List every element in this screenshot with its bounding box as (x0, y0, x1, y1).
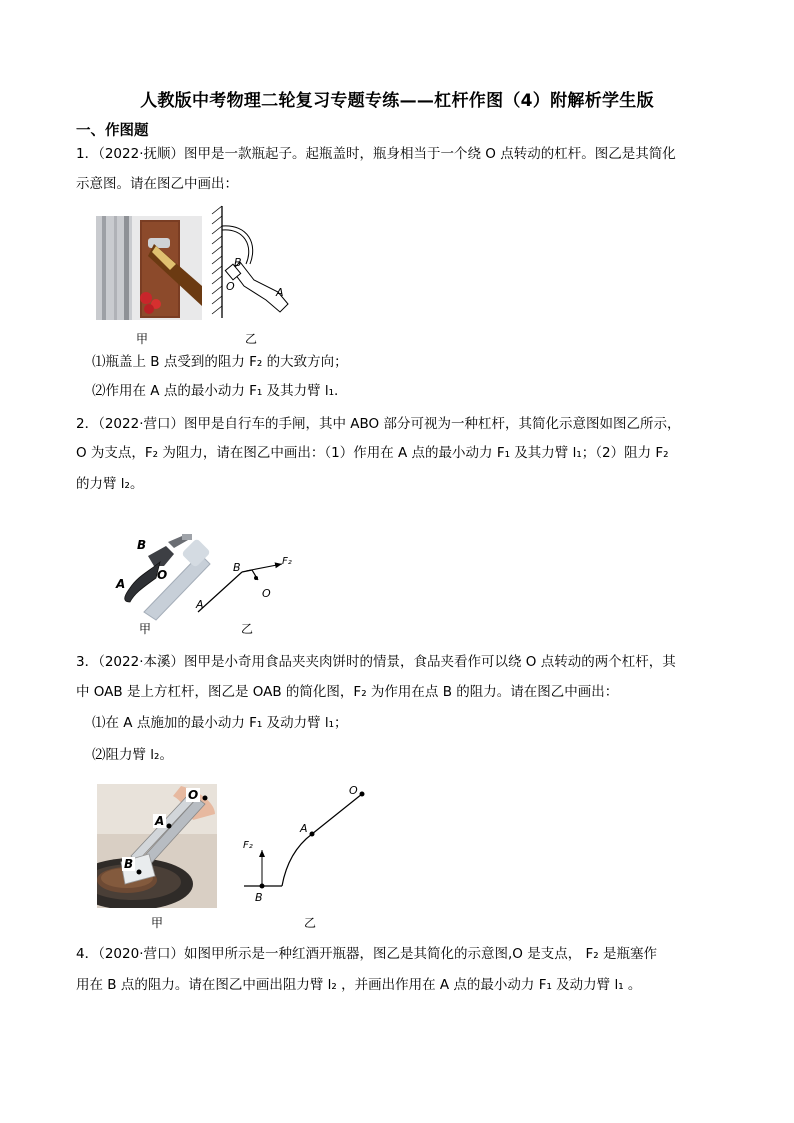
q1-figure-yi (210, 204, 296, 320)
q2-caption-yi: 乙 (241, 622, 254, 636)
q3-sub2: ⑵阻力臂 l₂。 (92, 747, 173, 763)
q3-photo-label-O: O (188, 788, 199, 802)
q2-text-line3: 的力臂 l₂。 (76, 476, 144, 492)
q3-photo-label-A: A (155, 814, 165, 828)
q1-text-line2: 示意图。请在图乙中画出： (76, 176, 238, 192)
q1-figure-jia (96, 216, 202, 320)
q4-text-line2: 用在 B 点的阻力。请在图乙中画出阻力臂 l₂ ，并画出作用在 A 点的最小动力 F₁ 及动力臂 l₁ 。 (76, 977, 642, 993)
q1-caption-jia: 甲 (136, 332, 149, 346)
q2-caption-jia: 甲 (139, 622, 152, 636)
q3-caption-jia: 甲 (151, 916, 164, 930)
q3-label-B: B (255, 891, 263, 904)
q3-label-F2: F₂ (243, 840, 253, 851)
q2-label-F2: F₂ (282, 556, 292, 567)
q3-label-O: O (349, 784, 358, 797)
q1-label-B: B (234, 256, 242, 269)
page-title: 人教版中考物理二轮复习专题专练——杠杆作图（4）附解析学生版 (140, 91, 654, 111)
q3-photo-label-B: B (124, 857, 134, 871)
q1-sub2: ⑵作用在 A 点的最小动力 F₁ 及其力臂 l₁. (92, 383, 339, 399)
q2-text-line1: 2．（2022·营口）图甲是自行车的手闸，其中 ABO 部分可视为一种杠杆，其简化示意图如图乙所示， (76, 416, 681, 432)
q1-caption-yi: 乙 (245, 332, 258, 346)
q1-label-O: O (226, 280, 235, 293)
q1-text-line1: 1．（2022·抚顺）图甲是一款瓶起子。起瓶盖时，瓶身相当于一个绕 O 点转动的杠杆。图乙是其简化 (76, 146, 676, 162)
q2-photo-label-B: B (137, 538, 147, 552)
q3-label-A: A (300, 822, 308, 835)
section-heading: 一、作图题 (76, 123, 149, 139)
q3-text-line2: 中 OAB 是上方杠杆，图乙是 OAB 的简化图，F₂ 为作用在点 B 的阻力。请在图乙中画出： (76, 684, 619, 700)
q4-text-line1: 4．（2020·营口）如图甲所示是一种红酒开瓶器，图乙是其简化的示意图,O 是支点， F₂ 是瓶塞作 (76, 946, 657, 962)
q3-figure-yi (240, 784, 370, 908)
q3-caption-yi: 乙 (304, 916, 317, 930)
q2-label-A: A (196, 598, 204, 611)
q2-label-O: O (262, 587, 271, 600)
q2-label-B: B (233, 561, 241, 574)
q3-figure-jia (97, 784, 217, 908)
q1-sub1: ⑴瓶盖上 B 点受到的阻力 F₂ 的大致方向； (92, 354, 348, 370)
q2-photo-label-A: A (116, 577, 126, 591)
q1-label-A: A (276, 286, 284, 299)
q2-photo-label-O: O (157, 568, 168, 582)
q3-sub1: ⑴在 A 点施加的最小动力 F₁ 及动力臂 l₁； (92, 715, 348, 731)
q2-text-line2: O 为支点，F₂ 为阻力，请在图乙中画出：（1）作用在 A 点的最小动力 F₁ 及其力臂 l₁；（2）阻力 F₂ (76, 445, 669, 461)
q3-text-line1: 3．（2022·本溪）图甲是小奇用食品夹夹肉饼时的情景，食品夹看作可以绕 O 点转动的两个杠杆，其 (76, 654, 676, 670)
